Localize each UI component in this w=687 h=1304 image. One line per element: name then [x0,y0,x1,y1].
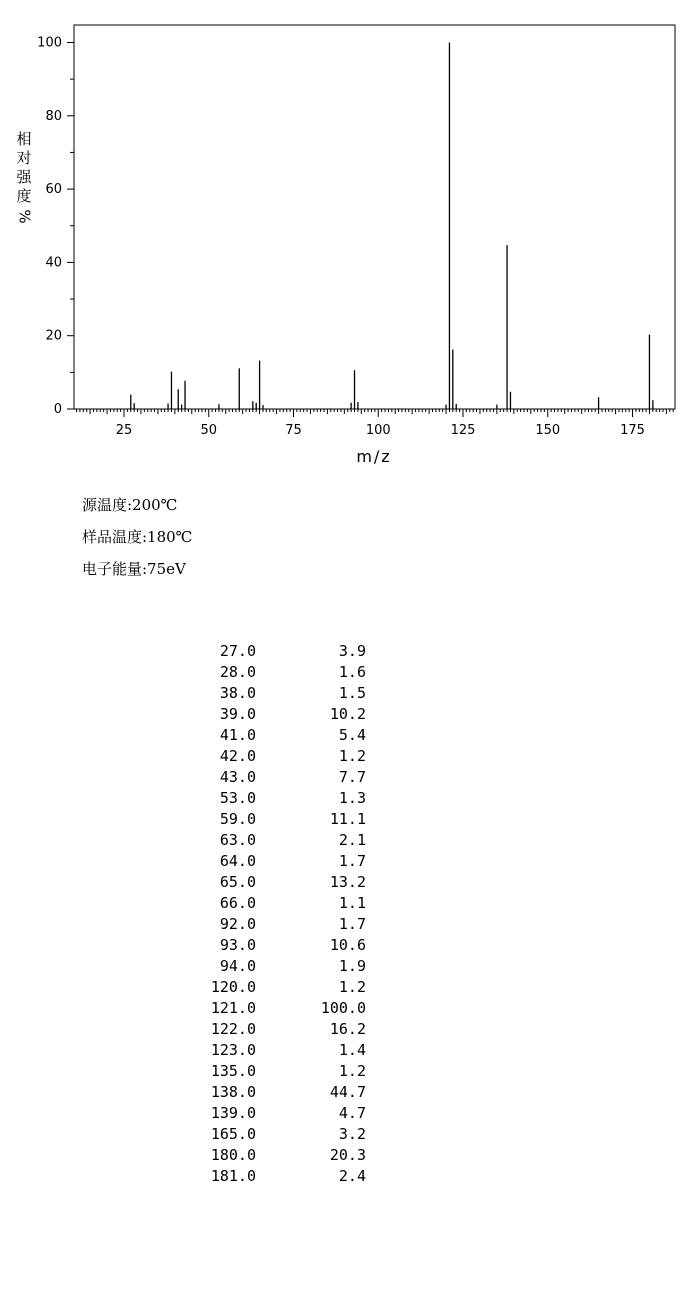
table-row [190,977,366,998]
y-axis [37,36,74,418]
intensity-value: 3.9 [338,642,366,660]
table-row [190,1103,366,1124]
mz-value: 28.0 [219,663,256,681]
mz-value: 63.0 [219,831,256,849]
intensity-value: 1.7 [338,915,366,933]
x-tick-label: 125 [450,423,476,438]
table-row [190,1061,366,1082]
x-tick-label: 150 [535,423,561,438]
mz-value: 65.0 [219,873,256,891]
spectrum-peaks [131,43,653,410]
table-row [190,1019,366,1040]
electron-energy: 电子能量:75eV [82,560,186,578]
x-tick-label: 100 [365,423,391,438]
mz-value: 64.0 [219,852,256,870]
table-row [190,641,366,662]
mz-value: 53.0 [219,789,256,807]
intensity-value: 5.4 [338,726,366,744]
table-row [190,830,366,851]
table-row [190,935,366,956]
mz-value: 43.0 [219,768,256,786]
intensity-value: 1.2 [338,747,366,765]
intensity-value: 10.6 [329,936,366,954]
y-tick-label: 40 [45,255,62,271]
intensity-value: 100.0 [320,999,366,1017]
table-row [190,1040,366,1061]
intensity-value: 1.3 [338,789,366,807]
y-axis-label-char: 度 [16,187,32,205]
table-row [190,1145,366,1166]
mz-value: 42.0 [219,747,256,765]
mass-spectrum-chart [0,0,687,480]
mz-value: 181.0 [210,1167,256,1185]
intensity-value: 10.2 [329,705,366,723]
table-row [190,914,366,935]
y-tick-label: 100 [37,35,62,51]
intensity-value: 1.2 [338,1062,366,1080]
table-row [190,872,366,893]
intensity-value: 3.2 [338,1125,366,1143]
intensity-value: 1.7 [338,852,366,870]
x-tick-label: 75 [285,423,302,438]
mz-value: 165.0 [210,1125,256,1143]
table-row [190,788,366,809]
source-temperature: 源温度:200℃ [82,496,178,514]
intensity-value: 1.5 [338,684,366,702]
table-row [190,662,366,683]
mz-value: 41.0 [219,726,256,744]
mz-value: 93.0 [219,936,256,954]
sample-temperature: 样品温度:180℃ [82,528,193,546]
intensity-value: 20.3 [329,1146,366,1164]
mz-value: 122.0 [210,1020,256,1038]
table-row [190,956,366,977]
x-tick-label: 175 [620,423,645,438]
mz-value: 39.0 [219,705,256,723]
mz-value: 92.0 [219,915,256,933]
mz-value: 38.0 [219,684,256,702]
mz-value: 120.0 [210,978,256,996]
mz-value: 94.0 [219,957,256,975]
intensity-value: 13.2 [329,873,366,891]
table-row [190,1124,366,1145]
table-row [190,809,366,830]
y-axis-label-unit: % [15,209,34,224]
y-axis-label-char: 对 [16,149,32,167]
table-row [190,704,366,725]
peak-table [190,641,366,1187]
intensity-value: 2.1 [338,831,366,849]
intensity-value: 1.4 [338,1041,366,1059]
mz-value: 27.0 [219,642,256,660]
intensity-value: 2.4 [338,1167,366,1185]
table-row [190,725,366,746]
mz-value: 59.0 [219,810,256,828]
intensity-value: 7.7 [338,768,366,786]
mz-value: 138.0 [210,1083,256,1101]
intensity-value: 44.7 [329,1083,366,1101]
plot-frame [74,25,675,409]
x-tick-label: 25 [115,423,133,438]
y-tick-label: 0 [53,402,62,417]
mz-value: 121.0 [210,999,256,1017]
table-row [190,746,366,767]
mz-value: 180.0 [210,1146,256,1164]
table-row [190,1082,366,1103]
y-tick-label: 80 [45,108,62,124]
x-axis [77,409,674,438]
table-row [190,998,366,1019]
intensity-value: 1.1 [338,894,366,912]
intensity-value: 4.7 [338,1104,366,1122]
y-tick-label: 20 [45,328,62,344]
intensity-value: 1.9 [338,957,366,975]
table-row [190,767,366,788]
y-axis-label-char: 强 [16,168,32,186]
x-tick-label: 50 [200,423,218,438]
table-row [190,851,366,872]
x-axis-label: m/z [356,447,392,466]
y-axis-label-char: 相 [16,130,32,148]
mz-value: 135.0 [210,1062,256,1080]
mz-value: 139.0 [210,1104,256,1122]
intensity-value: 16.2 [329,1020,366,1038]
table-row [190,1166,366,1187]
mz-value: 123.0 [210,1041,256,1059]
table-row [190,683,366,704]
mz-value: 66.0 [219,894,256,912]
intensity-value: 1.6 [338,663,366,681]
y-axis-label [14,130,34,226]
intensity-value: 1.2 [338,978,366,996]
table-row [190,893,366,914]
intensity-value: 11.1 [329,810,366,828]
y-tick-label: 60 [45,182,62,198]
